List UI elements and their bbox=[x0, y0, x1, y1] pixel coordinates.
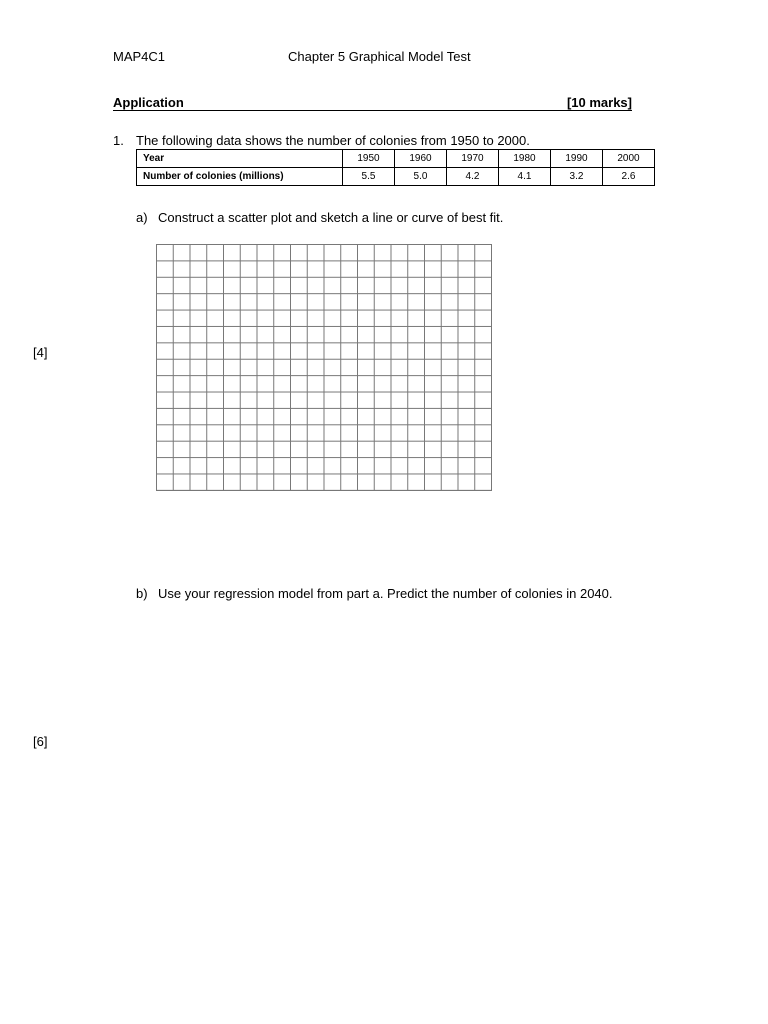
test-title: Chapter 5 Graphical Model Test bbox=[288, 49, 471, 64]
row-label-colonies: Number of colonies (millions) bbox=[137, 168, 343, 186]
colonies-cell: 3.2 bbox=[551, 168, 603, 186]
year-cell: 2000 bbox=[603, 150, 655, 168]
year-cell: 1990 bbox=[551, 150, 603, 168]
year-cell: 1980 bbox=[499, 150, 551, 168]
part-b-marks: [6] bbox=[33, 734, 48, 749]
part-a-marks: [4] bbox=[33, 345, 48, 360]
colonies-cell: 4.1 bbox=[499, 168, 551, 186]
course-code: MAP4C1 bbox=[113, 49, 166, 64]
year-cell: 1950 bbox=[343, 150, 395, 168]
table-row-year bbox=[137, 150, 655, 168]
year-cell: 1970 bbox=[447, 150, 499, 168]
row-label-year: Year bbox=[137, 150, 343, 168]
section-heading bbox=[113, 95, 632, 111]
part-b-text: Use your regression model from part a. Predict the number of colonies in 2040. bbox=[158, 586, 613, 601]
section-marks: [10 marks] bbox=[566, 95, 632, 110]
year-cell: 1960 bbox=[395, 150, 447, 168]
part-a-text: Construct a scatter plot and sketch a line or curve of best fit. bbox=[158, 210, 504, 225]
colonies-cell: 2.6 bbox=[603, 168, 655, 186]
data-table bbox=[136, 149, 655, 186]
section-title: Application bbox=[113, 95, 184, 110]
colonies-cell: 4.2 bbox=[447, 168, 499, 186]
colonies-cell: 5.0 bbox=[395, 168, 447, 186]
question-text: The following data shows the number of colonies from 1950 to 2000. bbox=[136, 133, 530, 148]
part-a-letter: a) bbox=[136, 210, 148, 225]
graph-grid[interactable] bbox=[156, 244, 492, 491]
part-b-letter: b) bbox=[136, 586, 148, 601]
colonies-cell: 5.5 bbox=[343, 168, 395, 186]
table-row-colonies bbox=[137, 168, 655, 186]
question-number: 1. bbox=[113, 133, 124, 148]
